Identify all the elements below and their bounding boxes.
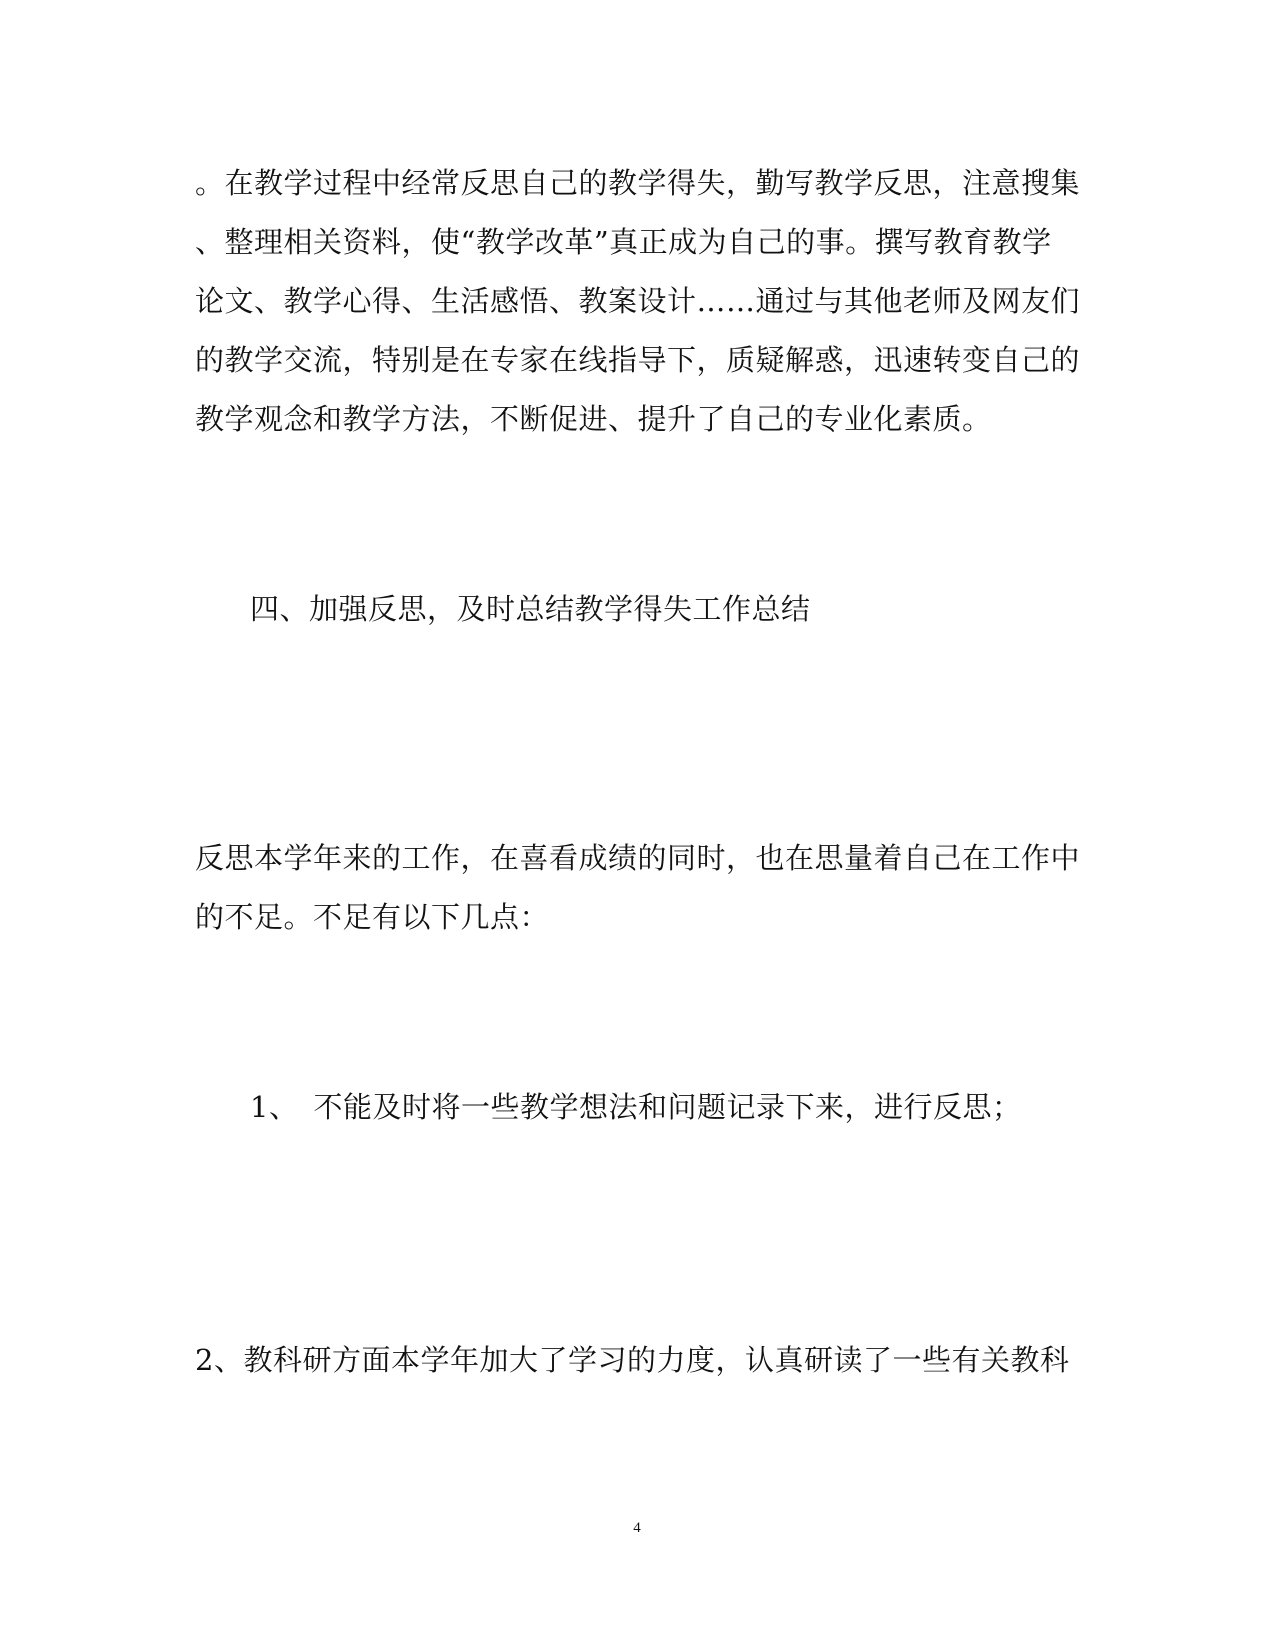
section-heading: 四、加强反思，及时总结教学得失工作总结	[250, 592, 811, 626]
paragraph-1-line-5: 教学观念和教学方法，不断促进、提升了自己的专业化素质。	[195, 402, 992, 436]
paragraph-2-line-2: 的不足。不足有以下几点：	[195, 900, 550, 934]
page-number: 4	[633, 1520, 641, 1536]
paragraph-2-line-1: 反思本学年来的工作，在喜看成绩的同时，也在思量着自己在工作中	[195, 841, 1081, 875]
paragraph-1-line-3: 论文、教学心得、生活感悟、教案设计……通过与其他老师及网友们	[195, 284, 1081, 318]
paragraph-1-line-4: 的教学交流，特别是在专家在线指导下，质疑解惑，迅速转变自己的	[195, 343, 1081, 377]
paragraph-1-line-1: 。在教学过程中经常反思自己的教学得失，勤写教学反思，注意搜集	[195, 166, 1081, 200]
list-item-1: 1、 不能及时将一些教学想法和问题记录下来，进行反思；	[250, 1090, 1022, 1124]
paragraph-1-line-2: 、整理相关资料，使“教学改革”真正成为自己的事。撰写教育教学	[195, 225, 1052, 259]
list-item-2: 2、教科研方面本学年加大了学习的力度，认真研读了一些有关教科	[195, 1343, 1070, 1377]
